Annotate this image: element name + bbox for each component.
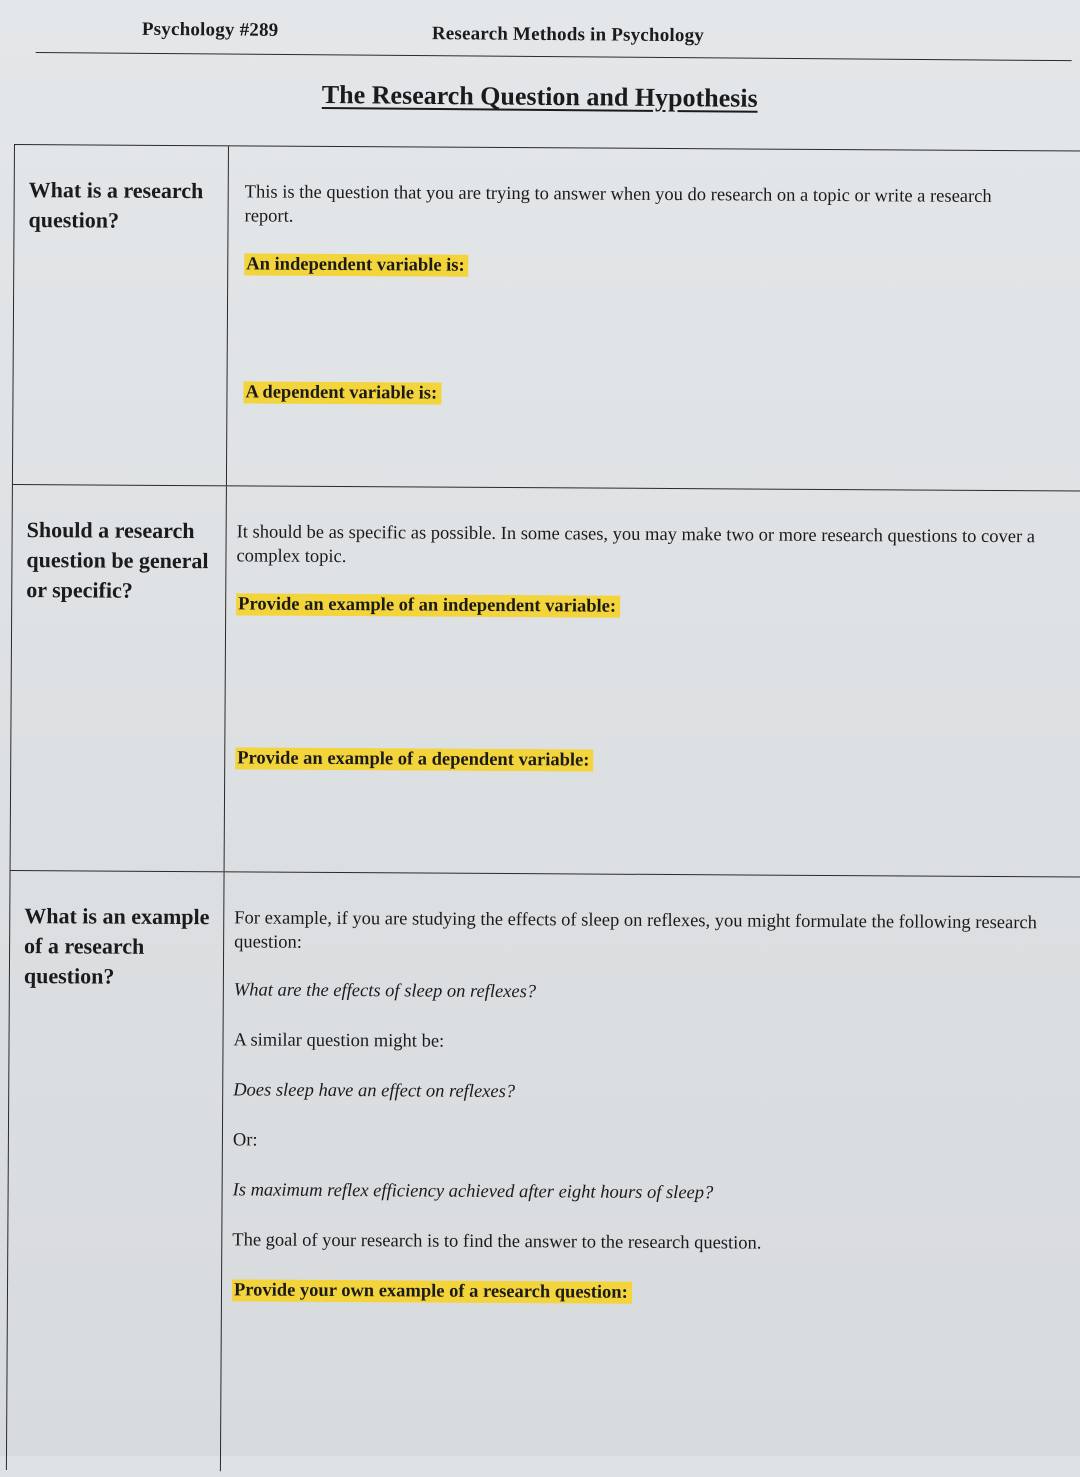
table-row [13,144,1080,491]
independent-example-prompt: Provide an example of an independent variable: [236,593,620,617]
course-name: Research Methods in Psychology [431,23,705,47]
or-label: Or: [232,1130,258,1151]
question-text: Should a research question be general or specific? [26,517,209,603]
example-question-2: Does sleep have an effect on reflexes? [233,1080,516,1103]
dependent-variable-prompt: A dependent variable is: [243,381,441,404]
answer-cell [227,146,1080,490]
page-title: The Research Question and Hypothesis [321,80,758,113]
table-row [11,484,1080,877]
course-number: Psychology #289 [141,18,279,41]
question-cell [11,485,227,871]
goal-text: The goal of your research is to find the answer to the research question. [232,1230,762,1254]
example-intro: For example, if you are studying the effects of sleep on reflexes, you might formulate the following research question: [234,908,1037,953]
page-header [36,14,1072,61]
question-text: What is an example of a research question? [23,903,210,989]
similar-label: A similar question might be: [233,1030,445,1052]
own-example-prompt: Provide your own example of a research question: [232,1279,632,1303]
worksheet-table [6,144,1080,1477]
question-cell [13,145,229,485]
answer-text: This is the question that you are trying to answer when you do research on a topic or write a research report. [244,182,992,227]
independent-variable-prompt: An independent variable is: [244,253,469,276]
question-text: What is a research question? [28,177,204,233]
answer-cell [225,486,1080,876]
example-question-1: What are the effects of sleep on reflexes? [233,980,537,1003]
answer-cell [221,872,1080,1476]
example-question-3: Is maximum reflex efficiency achieved after eight hours of sleep? [232,1180,714,1204]
question-cell [7,871,225,1471]
dependent-example-prompt: Provide an example of a dependent variable: [235,747,593,771]
answer-text: It should be as specific as possible. In some cases, you may make two or more research questions to cover a complex topic. [236,522,1036,568]
table-row [7,870,1080,1477]
